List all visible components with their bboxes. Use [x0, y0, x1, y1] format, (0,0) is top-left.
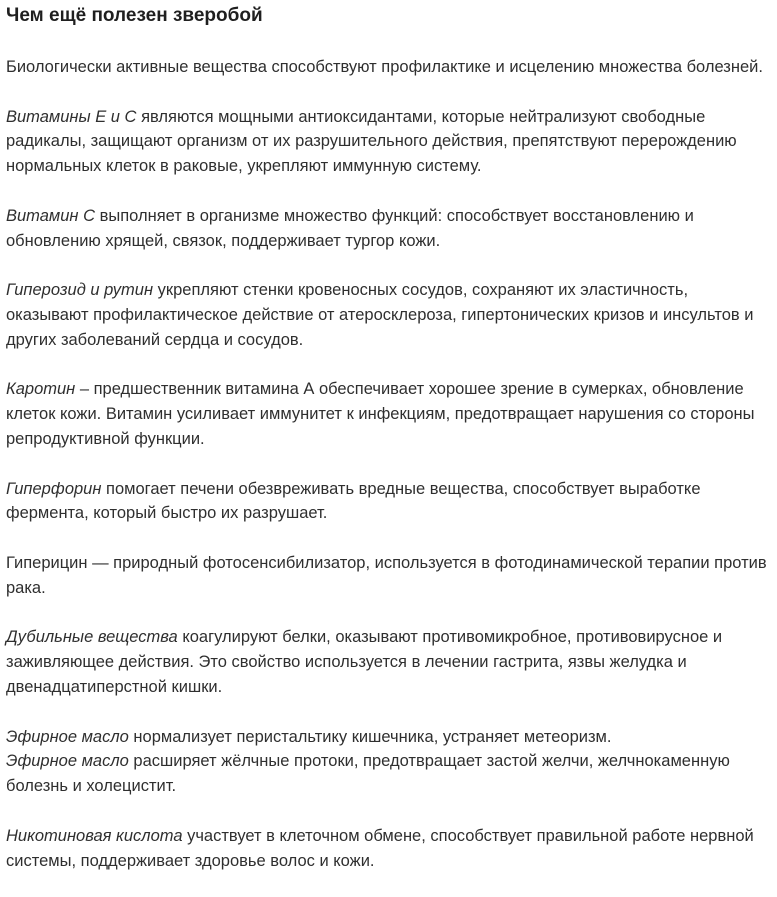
- paragraph-essential-oil-2: [6, 749, 771, 799]
- paragraph-nicotinic-acid: [6, 824, 771, 874]
- paragraph-text: помогает печени обезвреживать вредные вещества, способствует выработке фермента, который быстро их разрушает.: [6, 479, 701, 523]
- paragraph-term: Витамины Е и С: [6, 107, 137, 126]
- paragraph-term: Никотиновая кислота: [6, 826, 183, 845]
- paragraph-term: Гиперфорин: [6, 479, 102, 498]
- paragraph-hypericin: [6, 551, 771, 601]
- paragraph-intro: [6, 55, 771, 80]
- paragraph-text: – предшественник витамина А обеспечивает хорошее зрение в сумерках, обновление клеток кожи. Витамин усиливает иммунитет к инфекциям, предотвращает нарушения со стороны репродуктивной функции.: [6, 380, 755, 448]
- paragraph-term: Каротин: [6, 380, 76, 399]
- article-title: Чем ещё полезен зверобой: [6, 5, 263, 26]
- paragraph-hyperoside-rutin: [6, 278, 771, 352]
- paragraph-hyperforin: [6, 477, 771, 527]
- paragraph-term: Витамин С: [6, 206, 95, 225]
- paragraph-tannins: [6, 625, 771, 699]
- paragraph-term: Гиперозид и рутин: [6, 281, 154, 300]
- paragraph-text: укрепляют стенки кровеносных сосудов, сохраняют их эластичность, оказывают профилактическое действие от атеросклероза, гипертонических кризов и инсультов и других заболеваний сердца и сосудов.: [6, 281, 754, 349]
- paragraph-text: Гиперицин — природный фотосенсибилизатор, используется в фотодинамической терапии против рака.: [6, 553, 767, 597]
- paragraph-text: нормализует перистальтику кишечника, устраняет метеоризм.: [128, 727, 612, 746]
- paragraph-carotene: [6, 377, 771, 451]
- paragraph-text: Биологически активные вещества способствуют профилактике и исцелению множества болезней.: [6, 58, 763, 76]
- paragraph-term: Дубильные вещества: [6, 628, 178, 647]
- paragraph-text: расширяет жёлчные протоки, предотвращает застой желчи, желчнокаменную болезнь и холецистит.: [6, 752, 730, 796]
- paragraph-text: участвует в клеточном обмене, способствует правильной работе нервной системы, поддерживает здоровье волос и кожи.: [6, 826, 754, 870]
- paragraph-term: Эфирное масло: [6, 727, 129, 746]
- paragraph-term: Эфирное масло: [6, 752, 129, 771]
- paragraph-vitamin-c: [6, 204, 771, 254]
- paragraph-text: выполняет в организме множество функций: способствует восстановлению и обновлению хрящей, связок, поддерживает тургор кожи.: [6, 206, 694, 250]
- paragraph-text: коагулируют белки, оказывают противомикробное, противовирусное и заживляющее действия. Это свойство используется в лечении гастрита, язвы желудка и двенадцатиперстной кишки.: [6, 628, 723, 696]
- paragraph-vitamins-e-c: [6, 105, 771, 179]
- paragraph-text: являются мощными антиоксидантами, которые нейтрализуют свободные радикалы, защищают организм от их разрушительного действия, препятствуют перерождению нормальных клеток в раковые, укрепляют иммунную систему.: [6, 107, 737, 176]
- paragraph-essential-oil-1: [6, 725, 771, 750]
